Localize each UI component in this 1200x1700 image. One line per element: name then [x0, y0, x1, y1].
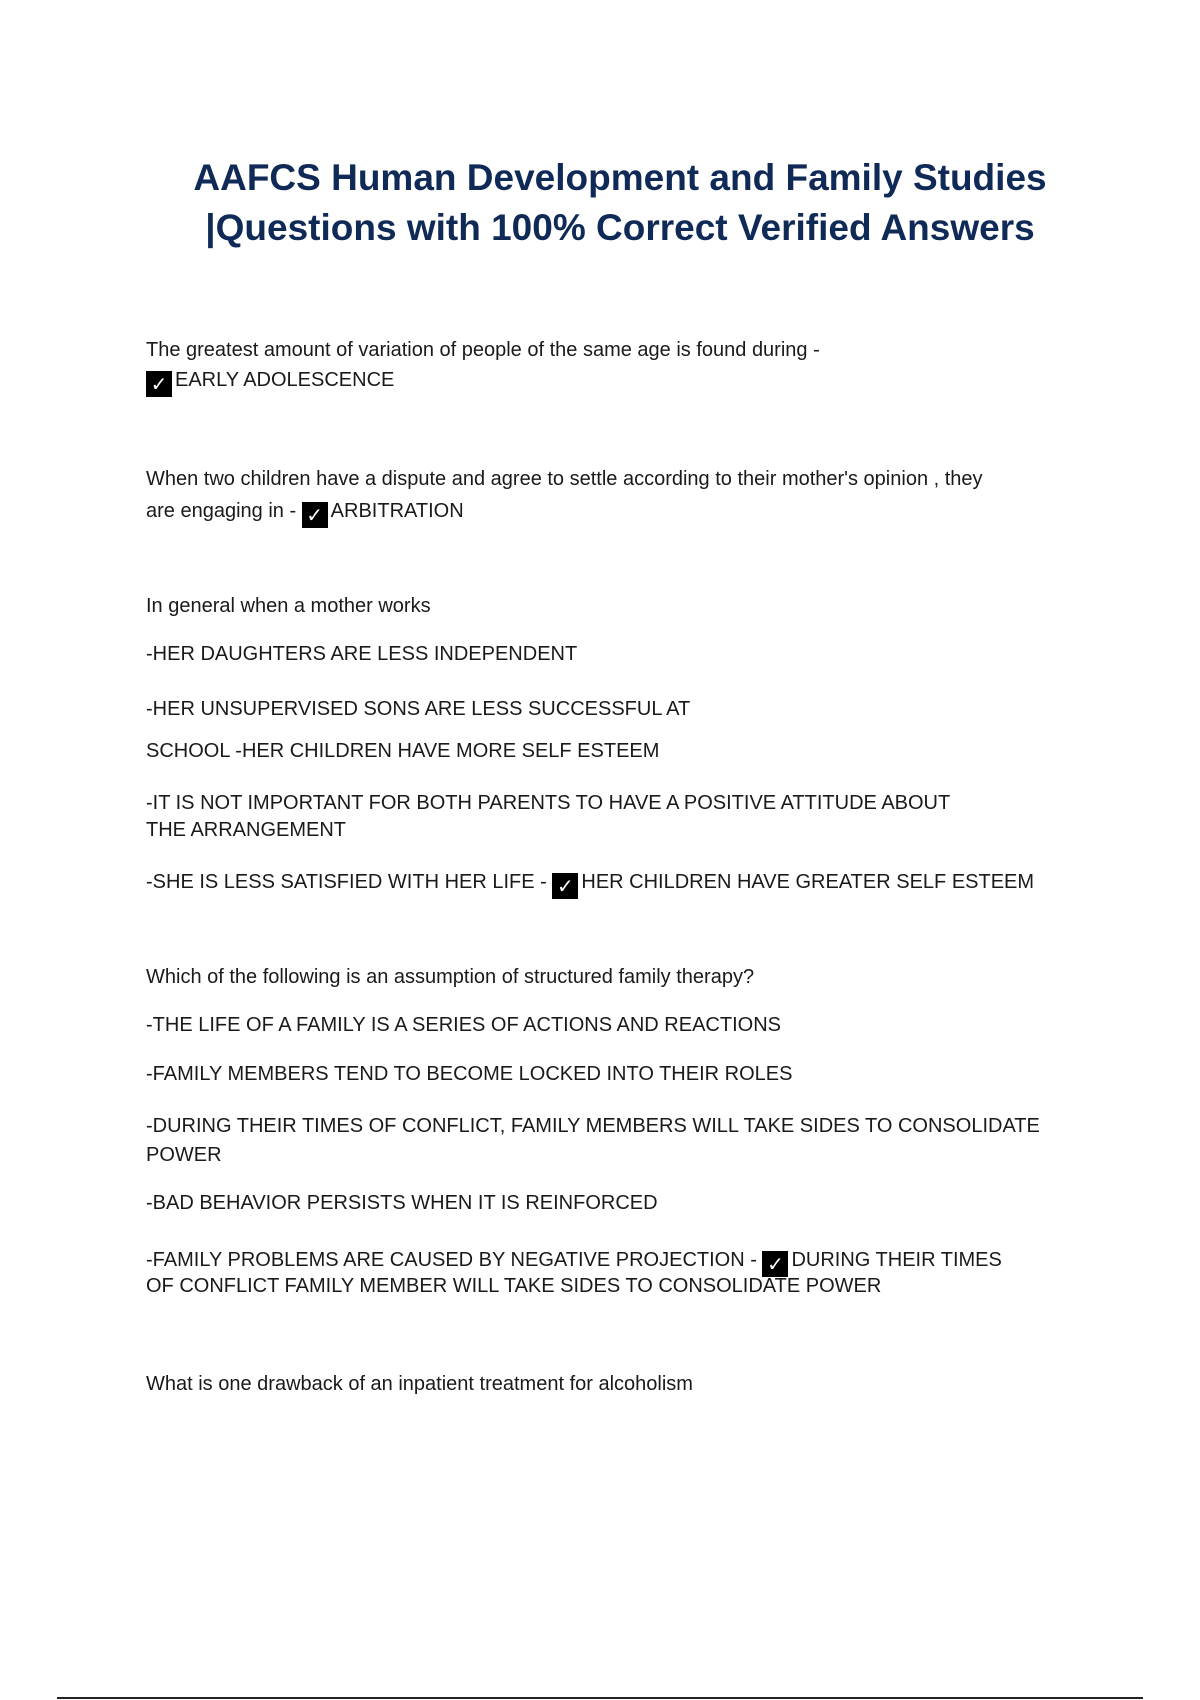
checkmark-icon: ✓	[146, 371, 172, 397]
question-3-option-3: -IT IS NOT IMPORTANT FOR BOTH PARENTS TO HAVE A POSITIVE ATTITUDE ABOUT	[146, 792, 951, 814]
question-4-option-2: -FAMILY MEMBERS TEND TO BECOME LOCKED INTO THEIR ROLES	[146, 1063, 793, 1085]
title-line-1: AAFCS Human Development and Family Studies	[193, 157, 1047, 198]
question-5-text: What is one drawback of an inpatient treatment for alcoholism	[146, 1373, 693, 1395]
question-3-option-4: -SHE IS LESS SATISFIED WITH HER LIFE -	[146, 871, 547, 893]
answer-text: EARLY ADOLESCENCE	[175, 369, 395, 391]
question-1-text: The greatest amount of variation of people of the same age is found during -	[146, 339, 820, 361]
question-4-option-3: -DURING THEIR TIMES OF CONFLICT, FAMILY MEMBERS WILL TAKE SIDES TO CONSOLIDATE	[146, 1115, 1040, 1137]
question-3-option-3-cont: THE ARRANGEMENT	[146, 819, 347, 841]
answer-text: HER CHILDREN HAVE GREATER SELF ESTEEM	[581, 871, 1035, 893]
question-3-option-2: -HER UNSUPERVISED SONS ARE LESS SUCCESSFUL AT	[146, 698, 691, 720]
checkmark-icon: ✓	[302, 502, 328, 528]
question-4-option-1: -THE LIFE OF A FAMILY IS A SERIES OF ACTIONS AND REACTIONS	[146, 1014, 781, 1036]
title-line-2: |Questions with 100% Correct Verified Answers	[205, 207, 1035, 248]
checkmark-icon: ✓	[552, 873, 578, 899]
question-3-option-2-cont: SCHOOL -HER CHILDREN HAVE MORE SELF ESTEEM	[146, 740, 660, 762]
answer-text: DURING THEIR TIMES	[791, 1249, 1002, 1271]
answer-text: ARBITRATION	[330, 500, 464, 522]
question-2-answer	[146, 498, 464, 528]
footer-divider	[57, 1697, 1143, 1699]
question-4-option-4: -BAD BEHAVIOR PERSISTS WHEN IT IS REINFORCED	[146, 1192, 658, 1214]
question-2-text-cont: are engaging in -	[146, 500, 297, 522]
question-2-text: When two children have a dispute and agree to settle according to their mother's opinion , they	[146, 468, 983, 490]
document-title	[100, 153, 1140, 253]
question-3-option-1: -HER DAUGHTERS ARE LESS INDEPENDENT	[146, 643, 578, 665]
question-1-answer	[146, 367, 394, 397]
question-3-text: In general when a mother works	[146, 595, 431, 617]
checkmark-icon: ✓	[762, 1251, 788, 1277]
question-4-option-5: -FAMILY PROBLEMS ARE CAUSED BY NEGATIVE PROJECTION -	[146, 1249, 757, 1271]
question-4-answer-cont: OF CONFLICT FAMILY MEMBER WILL TAKE SIDES TO CONSOLIDATE POWER	[146, 1275, 882, 1297]
question-3-answer	[146, 869, 1034, 899]
question-4-option-3-cont: POWER	[146, 1144, 222, 1166]
question-4-text: Which of the following is an assumption of structured family therapy?	[146, 966, 755, 988]
